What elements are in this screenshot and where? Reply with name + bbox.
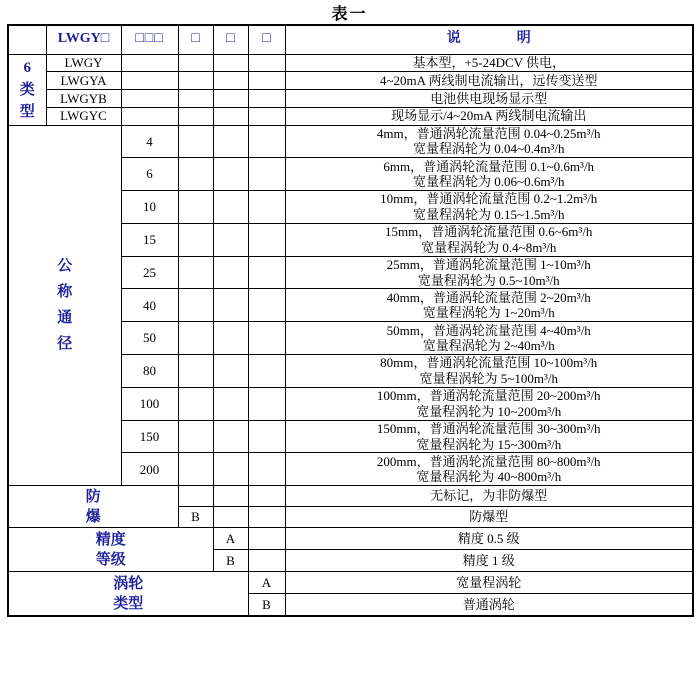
description-cell <box>285 223 693 256</box>
description-cell: 宽量程涡轮 <box>285 572 693 594</box>
empty-cell <box>248 387 285 420</box>
description-line-2: 宽量程涡轮为 15~300m³/h <box>416 436 562 452</box>
empty-cell <box>213 453 248 486</box>
empty-cell <box>213 107 248 125</box>
description-cell <box>285 355 693 388</box>
diameter-cell: 80 <box>121 355 178 388</box>
empty-cell <box>178 289 213 322</box>
diameter-cell: 4 <box>121 125 178 158</box>
empty-cell <box>213 256 248 289</box>
empty-cell <box>178 355 213 388</box>
empty-cell <box>178 322 213 355</box>
description-line-1: 150mm，普通涡轮流量范围 30~300m³/h <box>376 420 601 436</box>
description-cell: 无标记，为非防爆型 <box>285 486 693 507</box>
empty-cell <box>178 125 213 158</box>
header-row <box>8 25 693 54</box>
option-code-cell: B <box>178 507 213 528</box>
empty-cell <box>213 387 248 420</box>
description-line-1: 6mm，普通涡轮流量范围 0.1~0.6m³/h <box>383 158 595 174</box>
model-code-cell: LWGYC <box>46 107 121 125</box>
empty-cell <box>248 507 285 528</box>
empty-cell <box>213 507 248 528</box>
description-line-1: 4mm，普通涡轮流量范围 0.04~0.25m³/h <box>376 125 601 141</box>
description-line-1: 25mm，普通涡轮流量范围 1~10m³/h <box>386 256 591 272</box>
description-cell: 4~20mA 两线制电流输出，远传变送型 <box>285 72 693 90</box>
turbine-group-label <box>8 572 248 616</box>
empty-cell <box>178 453 213 486</box>
header-size-code: □□□ <box>121 25 178 54</box>
description-line-1: 15mm，普通涡轮流量范围 0.6~6m³/h <box>385 224 593 240</box>
diameter-cell: 10 <box>121 191 178 224</box>
description-cell <box>285 387 693 420</box>
empty-cell <box>121 72 178 90</box>
type-label-line: 类 <box>19 81 35 98</box>
type-group-label <box>8 54 46 125</box>
explosion-label-line: 防 <box>85 488 101 505</box>
empty-cell <box>213 72 248 90</box>
type-row <box>8 90 693 108</box>
empty-cell <box>213 90 248 108</box>
diameter-cell: 50 <box>121 322 178 355</box>
empty-cell <box>178 256 213 289</box>
empty-cell <box>248 453 285 486</box>
description-cell <box>285 191 693 224</box>
empty-cell <box>178 54 213 72</box>
description-line-2: 宽量程涡轮为 40~800m³/h <box>416 469 562 485</box>
description-line-2: 宽量程涡轮为 0.5~10m³/h <box>417 272 560 288</box>
option-code-cell <box>178 486 213 507</box>
empty-cell <box>248 420 285 453</box>
empty-cell <box>248 550 285 572</box>
header-digit-2: □ <box>213 25 248 54</box>
empty-cell <box>178 90 213 108</box>
accuracy-group-label <box>8 528 213 572</box>
empty-cell <box>248 256 285 289</box>
empty-cell <box>213 355 248 388</box>
diameter-label-line: 径 <box>57 336 73 353</box>
empty-cell <box>248 158 285 191</box>
empty-cell <box>121 107 178 125</box>
diameter-row <box>8 125 693 158</box>
option-code-cell: B <box>248 594 285 616</box>
option-code-cell: A <box>213 528 248 550</box>
description-line-1: 200mm，普通涡轮流量范围 80~800m³/h <box>376 453 601 469</box>
description-cell: 精度 0.5 级 <box>285 528 693 550</box>
description-line-2: 宽量程涡轮为 0.04~0.4m³/h <box>413 141 565 157</box>
description-line-2: 宽量程涡轮为 1~20m³/h <box>422 305 555 321</box>
description-line-2: 宽量程涡轮为 5~100m³/h <box>419 370 558 386</box>
empty-cell <box>248 355 285 388</box>
description-cell: 精度 1 级 <box>285 550 693 572</box>
description-cell <box>285 125 693 158</box>
empty-cell <box>121 54 178 72</box>
option-code-cell: B <box>213 550 248 572</box>
description-cell <box>285 158 693 191</box>
description-line-1: 10mm，普通涡轮流量范围 0.2~1.2m³/h <box>380 191 598 207</box>
diameter-label-line: 通 <box>57 310 73 327</box>
empty-cell <box>248 125 285 158</box>
empty-cell <box>248 90 285 108</box>
empty-cell <box>248 191 285 224</box>
empty-cell <box>178 223 213 256</box>
empty-cell <box>213 486 248 507</box>
diameter-cell: 6 <box>121 158 178 191</box>
empty-cell <box>178 191 213 224</box>
empty-cell <box>178 420 213 453</box>
model-code-cell: LWGYB <box>46 90 121 108</box>
type-row <box>8 72 693 90</box>
page-title: 表一 <box>331 6 368 23</box>
header-model-code: LWGY□ <box>46 25 121 54</box>
turbine-row <box>8 572 693 594</box>
explosion-group-label <box>8 486 178 528</box>
description-cell <box>285 256 693 289</box>
empty-cell <box>248 72 285 90</box>
empty-cell <box>248 289 285 322</box>
empty-cell <box>213 191 248 224</box>
header-empty-cell <box>8 25 46 54</box>
description-cell: 电池供电现场显示型 <box>285 90 693 108</box>
diameter-group-label <box>8 125 121 486</box>
description-line-1: 40mm，普通涡轮流量范围 2~20m³/h <box>386 289 591 305</box>
diameter-cell: 150 <box>121 420 178 453</box>
empty-cell <box>213 322 248 355</box>
diameter-cell: 40 <box>121 289 178 322</box>
accuracy-row <box>8 528 693 550</box>
header-digit-3: □ <box>248 25 285 54</box>
diameter-cell: 200 <box>121 453 178 486</box>
option-code-cell: A <box>248 572 285 594</box>
empty-cell <box>213 125 248 158</box>
empty-cell <box>248 322 285 355</box>
description-line-1: 50mm，普通涡轮流量范围 4~40m³/h <box>386 322 591 338</box>
description-cell <box>285 289 693 322</box>
accuracy-label-line: 等级 <box>95 551 126 568</box>
type-label-line: 6 <box>23 59 31 76</box>
explosion-label-line: 爆 <box>85 508 101 525</box>
diameter-label-line: 公 <box>57 258 73 275</box>
header-description: 说 明 <box>285 25 693 54</box>
description-cell <box>285 322 693 355</box>
turbine-label-line: 类型 <box>113 595 144 612</box>
description-line-2: 宽量程涡轮为 10~200m³/h <box>416 403 562 419</box>
empty-cell <box>213 54 248 72</box>
description-line-2: 宽量程涡轮为 0.15~1.5m³/h <box>413 206 565 222</box>
description-line-2: 宽量程涡轮为 0.4~8m³/h <box>421 239 557 255</box>
empty-cell <box>248 528 285 550</box>
diameter-cell: 100 <box>121 387 178 420</box>
description-line-2: 宽量程涡轮为 2~40m³/h <box>422 338 555 354</box>
diameter-label-line: 称 <box>57 284 73 301</box>
type-row <box>8 107 693 125</box>
empty-cell <box>178 387 213 420</box>
diameter-cell: 15 <box>121 223 178 256</box>
empty-cell <box>248 486 285 507</box>
description-cell <box>285 453 693 486</box>
type-label-line: 型 <box>19 103 35 120</box>
empty-cell <box>248 223 285 256</box>
turbine-label-line: 涡轮 <box>113 575 144 592</box>
description-cell: 防爆型 <box>285 507 693 528</box>
type-row <box>8 54 693 72</box>
description-cell <box>285 420 693 453</box>
empty-cell <box>248 54 285 72</box>
description-line-1: 80mm，普通涡轮流量范围 10~100m³/h <box>380 355 598 371</box>
empty-cell <box>178 158 213 191</box>
description-line-2: 宽量程涡轮为 0.06~0.6m³/h <box>413 174 565 190</box>
description-cell: 普通涡轮 <box>285 594 693 616</box>
description-cell: 现场显示/4~20mA 两线制电流输出 <box>285 107 693 125</box>
empty-cell <box>178 107 213 125</box>
accuracy-label-line: 精度 <box>95 531 126 548</box>
description-line-1: 100mm，普通涡轮流量范围 20~200m³/h <box>376 388 601 404</box>
diameter-cell: 25 <box>121 256 178 289</box>
empty-cell <box>213 420 248 453</box>
description-cell: 基本型，+5-24DCV 供电， <box>285 54 693 72</box>
empty-cell <box>121 90 178 108</box>
empty-cell <box>213 289 248 322</box>
header-digit-1: □ <box>178 25 213 54</box>
model-selection-table <box>7 24 694 617</box>
empty-cell <box>248 107 285 125</box>
empty-cell <box>213 158 248 191</box>
model-code-cell: LWGY <box>46 54 121 72</box>
empty-cell <box>213 223 248 256</box>
explosion-row <box>8 486 693 507</box>
empty-cell <box>178 72 213 90</box>
model-code-cell: LWGYA <box>46 72 121 90</box>
